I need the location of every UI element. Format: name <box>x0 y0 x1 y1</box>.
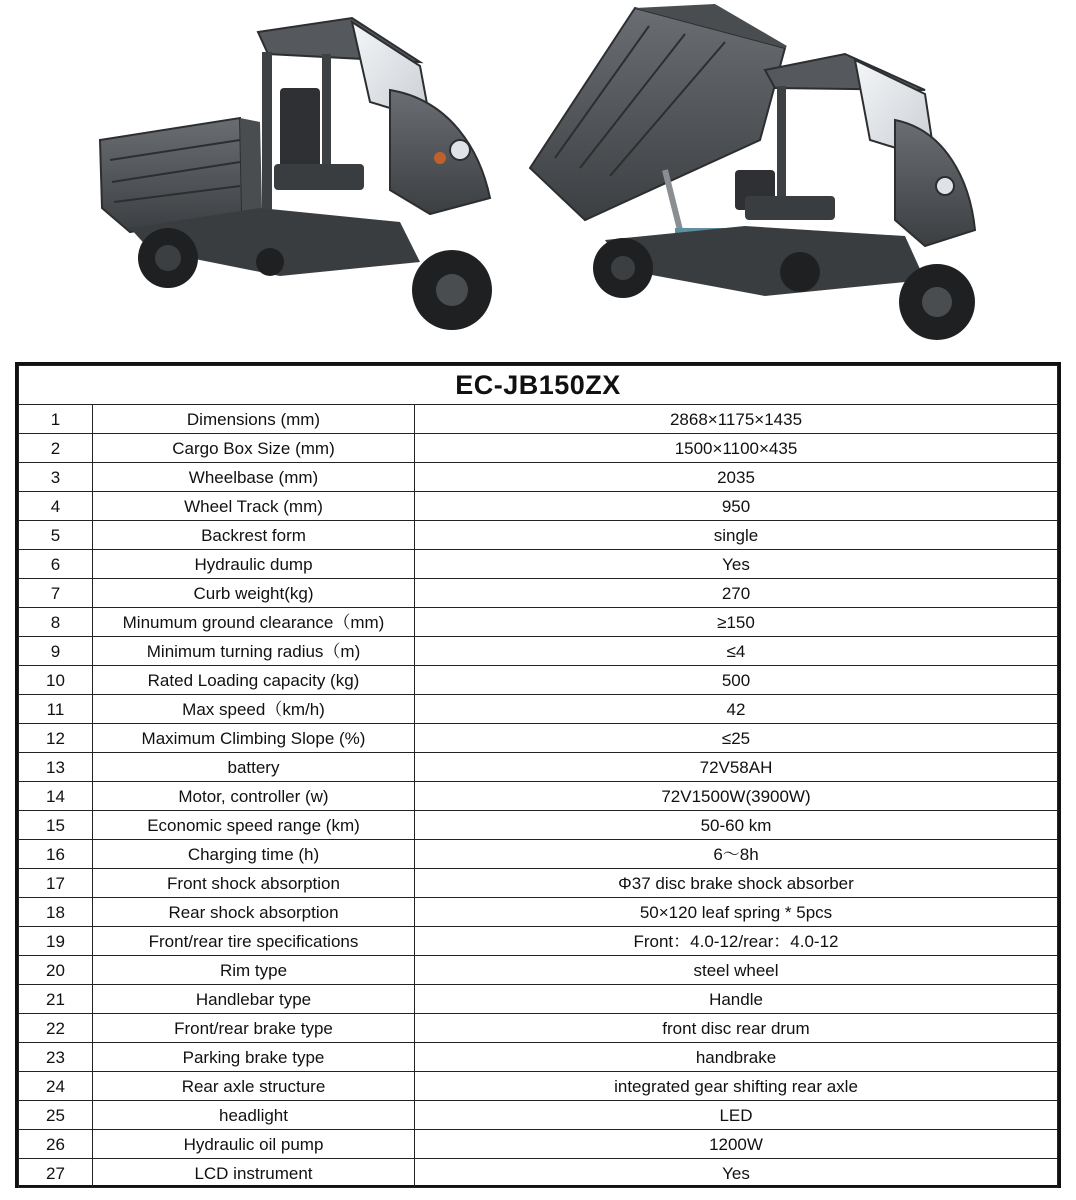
row-number: 14 <box>19 782 93 811</box>
parameter-value: 2035 <box>415 463 1058 492</box>
parameter-name: headlight <box>93 1101 415 1130</box>
table-row <box>19 898 1058 927</box>
row-number: 1 <box>19 405 93 434</box>
row-number: 13 <box>19 753 93 782</box>
row-number: 5 <box>19 521 93 550</box>
table-row <box>19 811 1058 840</box>
table-row <box>19 550 1058 579</box>
row-number: 27 <box>19 1159 93 1188</box>
parameter-value: ≥150 <box>415 608 1058 637</box>
parameter-value: 2868×1175×1435 <box>415 405 1058 434</box>
parameter-name: Motor, controller (w) <box>93 782 415 811</box>
table-row <box>19 927 1058 956</box>
parameter-name: Maximum Climbing Slope (%) <box>93 724 415 753</box>
parameter-name: Charging time (h) <box>93 840 415 869</box>
row-number: 23 <box>19 1043 93 1072</box>
parameter-value: ≤4 <box>415 637 1058 666</box>
row-number: 18 <box>19 898 93 927</box>
row-number: 6 <box>19 550 93 579</box>
table-row <box>19 521 1058 550</box>
parameter-name: battery <box>93 753 415 782</box>
table-row <box>19 463 1058 492</box>
parameter-value: Yes <box>415 550 1058 579</box>
parameter-value: Φ37 disc brake shock absorber <box>415 869 1058 898</box>
tricycle-dump-raised-image <box>525 0 995 362</box>
parameter-name: LCD instrument <box>93 1159 415 1188</box>
parameter-name: Dimensions (mm) <box>93 405 415 434</box>
table-row <box>19 1159 1058 1188</box>
table-row <box>19 840 1058 869</box>
table-row <box>19 956 1058 985</box>
row-number: 26 <box>19 1130 93 1159</box>
table-row <box>19 608 1058 637</box>
parameter-value: Yes <box>415 1159 1058 1188</box>
parameter-value: 72V1500W(3900W) <box>415 782 1058 811</box>
parameter-name: Max speed（km/h) <box>93 695 415 724</box>
row-number: 15 <box>19 811 93 840</box>
table-row <box>19 637 1058 666</box>
table-row <box>19 869 1058 898</box>
row-number: 19 <box>19 927 93 956</box>
product-photos <box>0 0 1076 362</box>
row-number: 10 <box>19 666 93 695</box>
parameter-name: Wheelbase (mm) <box>93 463 415 492</box>
row-number: 17 <box>19 869 93 898</box>
spec-table-frame <box>15 362 1061 1188</box>
row-number: 25 <box>19 1101 93 1130</box>
parameter-name: Front shock absorption <box>93 869 415 898</box>
parameter-value: integrated gear shifting rear axle <box>415 1072 1058 1101</box>
parameter-name: Rear shock absorption <box>93 898 415 927</box>
parameter-name: Curb weight(kg) <box>93 579 415 608</box>
parameter-value: 270 <box>415 579 1058 608</box>
row-number: 4 <box>19 492 93 521</box>
parameter-name: Hydraulic oil pump <box>93 1130 415 1159</box>
parameter-value: single <box>415 521 1058 550</box>
table-row <box>19 579 1058 608</box>
row-number: 21 <box>19 985 93 1014</box>
parameter-value: 42 <box>415 695 1058 724</box>
parameter-value: steel wheel <box>415 956 1058 985</box>
table-row <box>19 666 1058 695</box>
table-row <box>19 1130 1058 1159</box>
table-row <box>19 985 1058 1014</box>
table-row <box>19 1072 1058 1101</box>
parameter-name: Hydraulic dump <box>93 550 415 579</box>
parameter-name: Front/rear tire specifications <box>93 927 415 956</box>
row-number: 24 <box>19 1072 93 1101</box>
spec-table <box>18 365 1058 1188</box>
row-number: 3 <box>19 463 93 492</box>
table-row <box>19 1101 1058 1130</box>
model-title: EC-JB150ZX <box>19 366 1058 405</box>
parameter-value: 50×120 leaf spring * 5pcs <box>415 898 1058 927</box>
parameter-value: 950 <box>415 492 1058 521</box>
parameter-name: Handlebar type <box>93 985 415 1014</box>
parameter-value: ≤25 <box>415 724 1058 753</box>
row-number: 7 <box>19 579 93 608</box>
table-row <box>19 724 1058 753</box>
parameter-name: Parking brake type <box>93 1043 415 1072</box>
row-number: 9 <box>19 637 93 666</box>
parameter-name: Economic speed range (km) <box>93 811 415 840</box>
parameter-value: Front：4.0-12/rear：4.0-12 <box>415 927 1058 956</box>
parameter-name: Backrest form <box>93 521 415 550</box>
table-row <box>19 405 1058 434</box>
tricycle-side-view-image <box>90 0 510 362</box>
parameter-name: Minumum ground clearance（mm) <box>93 608 415 637</box>
row-number: 20 <box>19 956 93 985</box>
table-row <box>19 1014 1058 1043</box>
row-number: 2 <box>19 434 93 463</box>
parameter-value: front disc rear drum <box>415 1014 1058 1043</box>
parameter-value: 500 <box>415 666 1058 695</box>
row-number: 8 <box>19 608 93 637</box>
row-number: 11 <box>19 695 93 724</box>
parameter-value: LED <box>415 1101 1058 1130</box>
parameter-name: Wheel Track (mm) <box>93 492 415 521</box>
table-row <box>19 492 1058 521</box>
parameter-value: 1500×1100×435 <box>415 434 1058 463</box>
table-row <box>19 695 1058 724</box>
parameter-value: handbrake <box>415 1043 1058 1072</box>
parameter-value: 6～8h <box>415 840 1058 869</box>
parameter-value: 1200W <box>415 1130 1058 1159</box>
parameter-value: 72V58AH <box>415 753 1058 782</box>
parameter-name: Rim type <box>93 956 415 985</box>
row-number: 12 <box>19 724 93 753</box>
table-row <box>19 782 1058 811</box>
parameter-name: Front/rear brake type <box>93 1014 415 1043</box>
parameter-value: Handle <box>415 985 1058 1014</box>
parameter-name: Cargo Box Size (mm) <box>93 434 415 463</box>
table-row <box>19 753 1058 782</box>
table-row <box>19 434 1058 463</box>
parameter-name: Rear axle structure <box>93 1072 415 1101</box>
row-number: 16 <box>19 840 93 869</box>
parameter-value: 50-60 km <box>415 811 1058 840</box>
parameter-name: Rated Loading capacity (kg) <box>93 666 415 695</box>
row-number: 22 <box>19 1014 93 1043</box>
spec-table-title-row <box>19 366 1058 405</box>
table-row <box>19 1043 1058 1072</box>
parameter-name: Minimum turning radius（m) <box>93 637 415 666</box>
